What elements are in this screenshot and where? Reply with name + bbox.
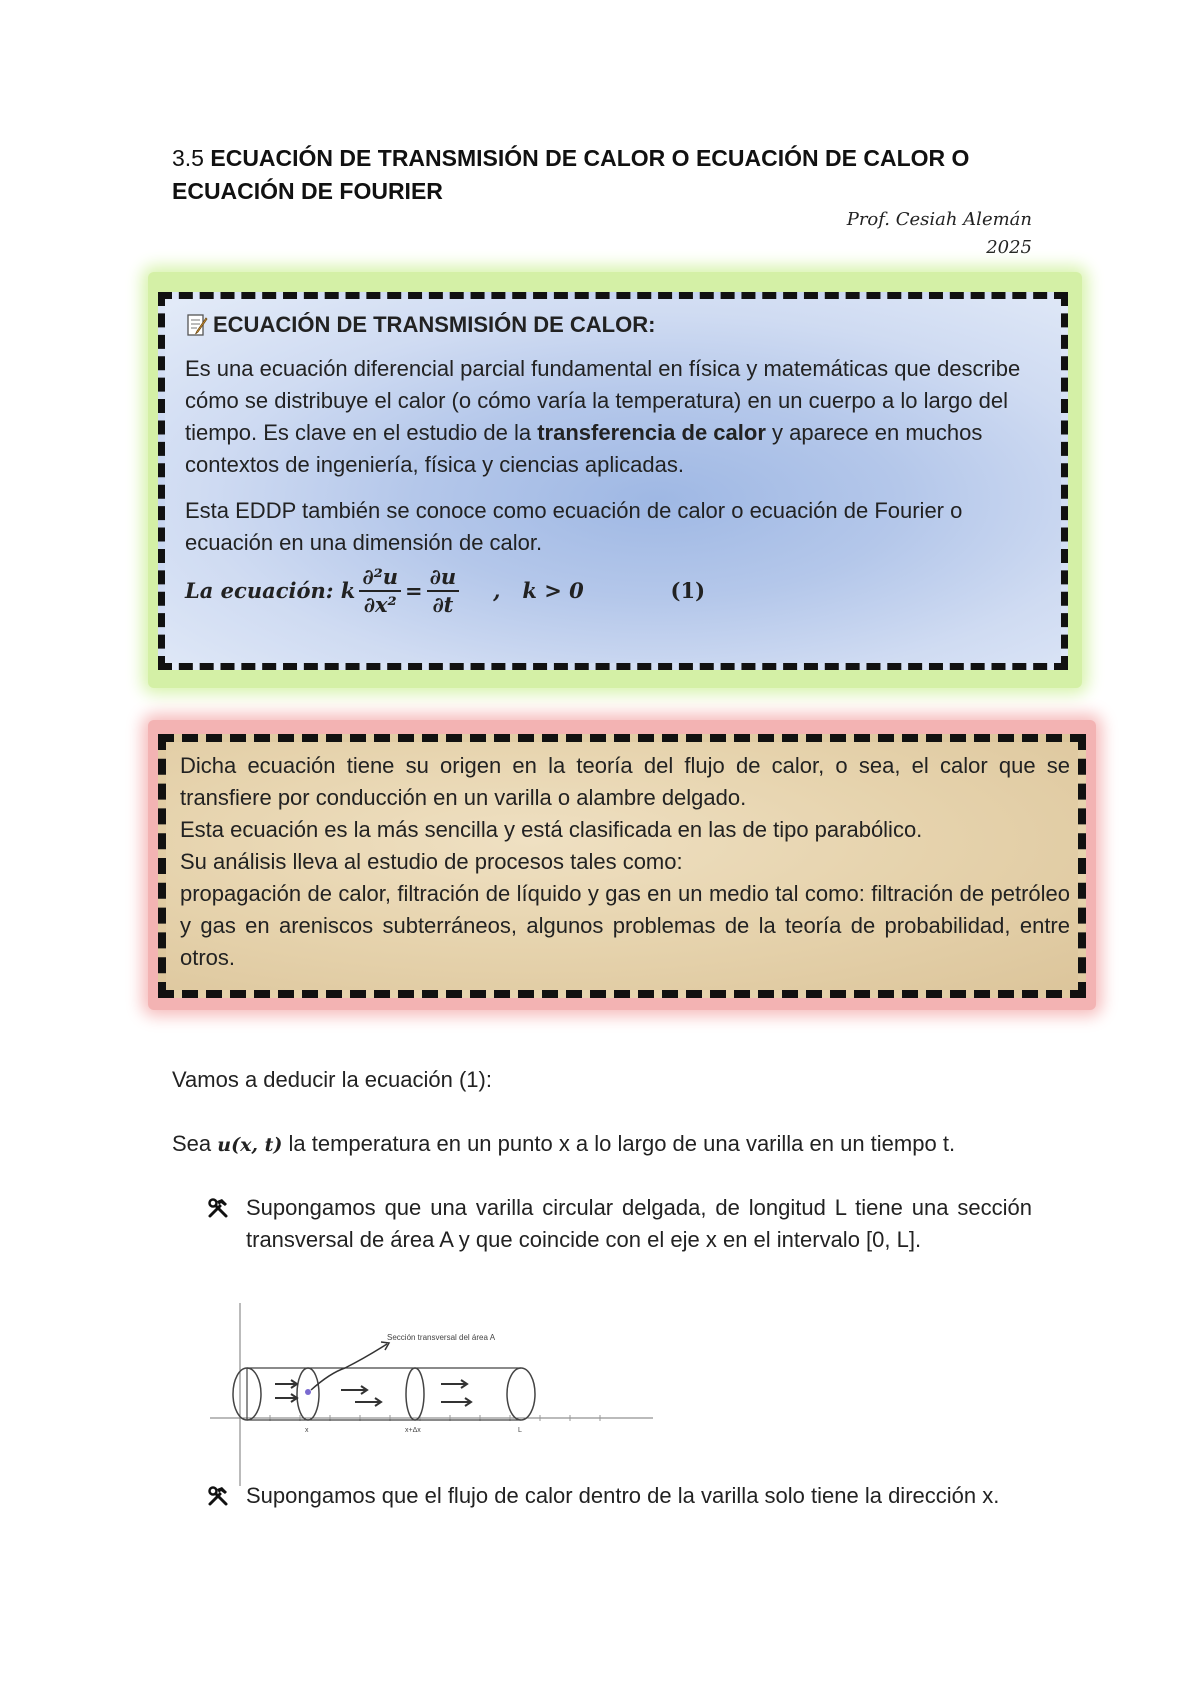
page-title — [172, 142, 1032, 208]
rhs-denominator: ∂t — [432, 592, 454, 617]
lhs-numerator: ∂²u — [359, 564, 401, 592]
bullet-1 — [206, 1192, 1032, 1256]
memo-icon — [185, 313, 209, 337]
origin-box — [158, 734, 1086, 998]
equation-number: (1) — [670, 578, 705, 603]
rhs-numerator: ∂u — [427, 564, 460, 592]
definition-box — [158, 292, 1068, 670]
hammer-wrench-icon — [206, 1196, 230, 1220]
bullet-2-text: Supongamos que el flujo de calor dentro de la varilla solo tiene la dirección x. — [246, 1483, 1000, 1508]
p1-text-bold: transferencia de calor — [537, 420, 766, 445]
fraction-rhs — [427, 564, 460, 618]
origin-line-3: Su análisis lleva al estudio de procesos tales como: — [180, 849, 683, 874]
bullet-2 — [206, 1480, 1032, 1512]
definition-paragraph-2: Esta EDDP también se conoce como ecuación de calor o ecuación de Fourier o ecuación en una dimensión de calor. — [185, 498, 963, 555]
sea-math: u(x, t) — [217, 1134, 283, 1156]
definition-paragraph-1 — [185, 353, 1045, 481]
origin-line-4: propagación de calor, filtración de líquido y gas en un medio tal como: filtración de petróleo y gas en areniscos subterráneos, algunos problemas de la teoría de probabilidad, entre otros. — [180, 881, 1070, 970]
heat-equation — [185, 561, 1045, 621]
figure-label-xdx: x+Δx — [405, 1427, 421, 1434]
author-block — [847, 206, 1032, 262]
hammer-wrench-icon — [206, 1484, 230, 1508]
author-year: 2025 — [986, 237, 1032, 258]
sea-paragraph — [172, 1128, 1032, 1161]
equals-sign: = — [405, 578, 423, 603]
rod-diagram — [205, 1298, 655, 1488]
deduce-text: Vamos a deducir la ecuación (1): — [172, 1067, 492, 1092]
p1-text-a: Es una ecuación diferencial parcial fundamental en física y matemáticas que describe cómo se distribuye el calor (o cómo varía la temperatura) en un cuerpo a lo largo del tiempo. Es clave en el estudio de la — [185, 356, 1021, 445]
figure-annotation: Sección transversal del área A — [387, 1333, 496, 1342]
section-number: 3.5 — [172, 145, 204, 171]
figure-label-L: L — [518, 1427, 522, 1434]
p1-text-b: y aparece en muchos contextos de ingeniería, física y ciencias aplicadas. — [185, 420, 983, 477]
origin-line-1: Dicha ecuación tiene su origen en la teoría del flujo de calor, o sea, el calor que se transfiere por conducción en un varilla o alambre delgado. — [180, 753, 1070, 810]
equation-label: La ecuación: k — [185, 578, 356, 603]
sea-suffix: la temperatura en un punto x a lo largo de una varilla en un tiempo t. — [282, 1131, 956, 1156]
definition-heading-text: ECUACIÓN DE TRANSMISIÓN DE CALOR: — [213, 312, 656, 337]
bullet-1-text: Supongamos que una varilla circular delgada, de longitud L tiene una sección transversal de área A y que coincide con el eje x en el intervalo [0, L]. — [246, 1195, 1032, 1252]
lhs-denominator: ∂x² — [363, 592, 397, 617]
origin-line-2: Esta ecuación es la más sencilla y está clasificada en las de tipo parabólico. — [180, 817, 923, 842]
author-name: Prof. Cesiah Alemán — [846, 209, 1032, 230]
definition-heading — [185, 309, 1045, 341]
fraction-lhs — [359, 564, 401, 618]
section-title: ECUACIÓN DE TRANSMISIÓN DE CALOR O ECUACIÓN DE CALOR O ECUACIÓN DE FOURIER — [172, 145, 970, 204]
figure-label-x: x — [305, 1427, 309, 1434]
equation-condition: , k > 0 — [493, 578, 584, 603]
sea-prefix: Sea — [172, 1131, 218, 1156]
